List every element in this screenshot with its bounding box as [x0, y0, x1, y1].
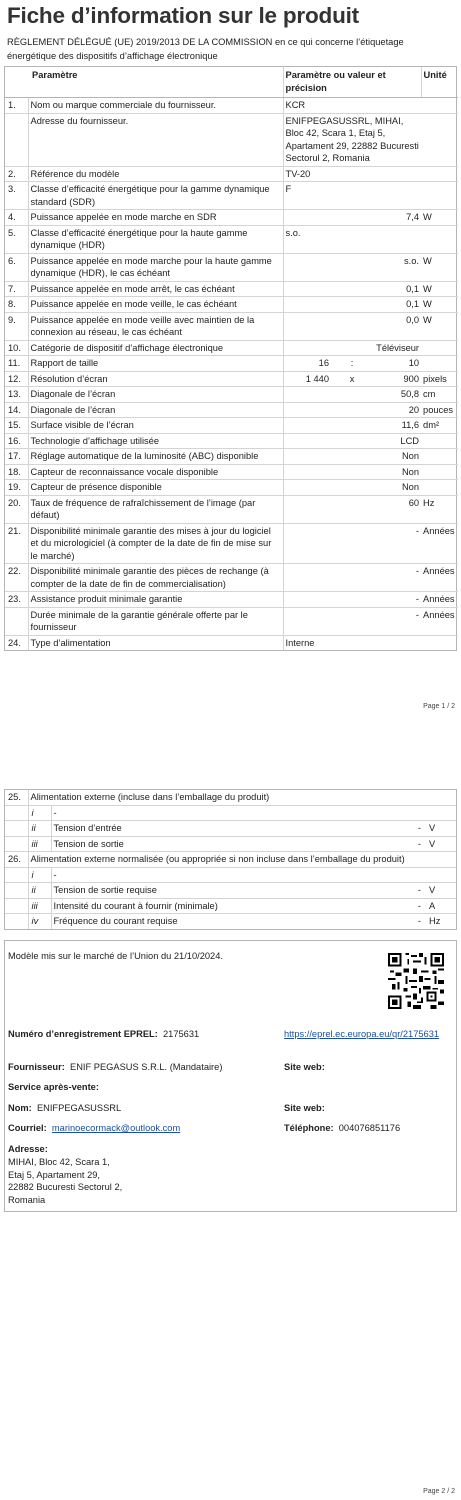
- address-block: [8, 1156, 122, 1206]
- row-unit: [421, 635, 458, 650]
- row-label: Diagonale de l’écran: [28, 387, 283, 403]
- row-value: F: [283, 182, 421, 210]
- row-unit: [421, 449, 458, 465]
- row-value: 7,4: [283, 210, 421, 226]
- table-row: [5, 312, 458, 340]
- row-value: -: [283, 607, 421, 635]
- table-row: [5, 356, 458, 372]
- row-unit: pouces: [421, 402, 458, 418]
- service-label: Service après-vente:: [8, 1082, 99, 1092]
- row-unit: V: [423, 883, 456, 899]
- row-separator: :: [331, 356, 373, 372]
- row-unit: Années: [421, 523, 458, 564]
- table-row: [5, 883, 456, 899]
- row-unit: W: [421, 281, 458, 297]
- row-unit: dm²: [421, 418, 458, 434]
- supplier-label: Fournisseur:: [8, 1062, 65, 1072]
- row-number: [5, 883, 28, 899]
- table-row: [5, 253, 458, 281]
- table-row: [5, 867, 456, 883]
- website-label-2: Site web:: [284, 1103, 325, 1113]
- row-label: Intensité du courant à fournir (minimale): [51, 898, 401, 914]
- row-number: 1.: [5, 98, 28, 114]
- row-number: 12.: [5, 371, 28, 387]
- eprel-link[interactable]: https://eprel.ec.europa.eu/qr/2175631: [284, 1029, 440, 1039]
- row-number: 16.: [5, 433, 28, 449]
- row-subindex: iii: [28, 898, 51, 914]
- address-line: Etaj 5, Apartament 29,: [8, 1169, 100, 1180]
- table-row: [5, 225, 458, 253]
- table-row: [5, 433, 458, 449]
- row-number: [5, 867, 28, 883]
- row-number: 20.: [5, 495, 28, 523]
- eprel-label: Numéro d’enregistrement EPREL:: [8, 1029, 158, 1039]
- row-unit: [421, 356, 458, 372]
- row-label: Alimentation externe (incluse dans l’emballage du produit): [28, 790, 456, 805]
- row-value: 11,6: [283, 418, 421, 434]
- phone-value: 004076851176: [338, 1123, 401, 1133]
- row-label: Résolution d’écran: [28, 371, 283, 387]
- row-value: 20: [283, 402, 421, 418]
- row-number: [5, 805, 28, 821]
- row-number: [5, 914, 28, 929]
- table-row: [5, 281, 458, 297]
- row-value: Interne: [283, 635, 421, 650]
- address-line: 22882 Bucuresti Sectorul 2,: [8, 1182, 123, 1192]
- row-number: 17.: [5, 449, 28, 465]
- table-row: [5, 523, 458, 564]
- row-value: 0,0: [283, 312, 421, 340]
- row-number: 9.: [5, 312, 28, 340]
- row-number: 24.: [5, 635, 28, 650]
- row-value: 1 440: [283, 371, 331, 387]
- row-number: 2.: [5, 166, 28, 182]
- page-number-2: Page 2 / 2: [423, 1488, 455, 1495]
- row-label: Disponibilité minimale garantie des pièces de rechange (à compter de la date de fin de commercialisation): [28, 564, 283, 592]
- table-row: [5, 592, 458, 608]
- header-param: Paramètre: [5, 67, 283, 98]
- row-label: Tension de sortie: [51, 836, 401, 852]
- row-number: 15.: [5, 418, 28, 434]
- table-row: [5, 418, 458, 434]
- table-row: [5, 852, 456, 868]
- row-value: -: [283, 592, 421, 608]
- row-label: Puissance appelée en mode veille, le cas échéant: [28, 297, 283, 313]
- row-label: Tension d’entrée: [51, 821, 401, 837]
- table-row: [5, 340, 458, 356]
- row-label: Référence du modèle: [28, 166, 283, 182]
- row-unit: Hz: [429, 916, 441, 926]
- row-number: 21.: [5, 523, 28, 564]
- email-link[interactable]: marinoecormack@outlook.com: [51, 1123, 181, 1133]
- row-value: -: [401, 821, 423, 837]
- row-value: ENIFPEGASUSSRL, MIHAI, Bloc 42, Scara 1, Etaj 5, Apartament 29, 22882 Bucuresti Sectorul 2, Romania: [283, 113, 421, 166]
- eprel-value: 2175631: [162, 1029, 200, 1039]
- row-number: [5, 836, 28, 852]
- row-label: Diagonale de l’écran: [28, 402, 283, 418]
- row-value: -: [401, 883, 423, 899]
- row-value-2: 10: [373, 356, 421, 372]
- address-label: Adresse:: [8, 1144, 48, 1154]
- row-subindex: iv: [28, 914, 51, 929]
- address-line: Romania: [8, 1194, 46, 1205]
- table-row: [5, 182, 458, 210]
- row-number: 18.: [5, 464, 28, 480]
- row-label: Rapport de taille: [28, 356, 283, 372]
- product-table: [4, 66, 457, 651]
- row-unit: [421, 225, 458, 253]
- row-value-2: 900: [373, 371, 421, 387]
- supplier-value: ENIF PEGASUS S.R.L. (Mandataire): [70, 1062, 223, 1072]
- row-unit: Années: [421, 592, 458, 608]
- row-unit: cm: [421, 387, 458, 403]
- row-label: -: [51, 805, 401, 821]
- row-unit: [421, 480, 458, 496]
- row-label: Puissance appelée en mode arrêt, le cas échéant: [28, 281, 283, 297]
- row-label: Catégorie de dispositif d’affichage électronique: [28, 340, 283, 356]
- row-unit: [421, 182, 458, 210]
- page-title: Fiche d’information sur le produit: [7, 3, 359, 28]
- row-unit: [421, 166, 458, 182]
- row-number: [5, 821, 28, 837]
- name-value: ENIFPEGASUSSRL: [36, 1103, 122, 1113]
- row-number: 25.: [5, 790, 28, 805]
- page-number-1: Page 1 / 2: [423, 703, 455, 710]
- row-label: Fréquence du courant requise: [53, 916, 178, 926]
- row-label: Taux de fréquence de rafraîchissement de l’image (par défaut): [28, 495, 283, 523]
- row-unit: [421, 340, 458, 356]
- table-row: [5, 805, 456, 821]
- row-value: TV-20: [283, 166, 421, 182]
- table-row: [5, 564, 458, 592]
- row-label: Puissance appelée en mode veille avec maintien de la connexion au réseau, le cas échéant: [28, 312, 283, 340]
- header-unit: Unité: [421, 67, 458, 98]
- row-number: 6.: [5, 253, 28, 281]
- row-number: 5.: [5, 225, 28, 253]
- row-value: -: [401, 898, 423, 914]
- table-row: [5, 297, 458, 313]
- table-row: [5, 98, 458, 114]
- row-value: Non: [283, 464, 421, 480]
- row-label: Technologie d’affichage utilisée: [28, 433, 283, 449]
- table-row: [5, 790, 456, 805]
- row-subindex: ii: [28, 883, 51, 899]
- table-header: [5, 67, 458, 98]
- row-unit: pixels: [421, 371, 458, 387]
- row-label: Assistance produit minimale garantie: [28, 592, 283, 608]
- row-value: -: [417, 916, 421, 926]
- power-supply-table: [4, 789, 457, 930]
- row-label: Tension de sortie requise: [51, 883, 401, 899]
- row-value: s.o.: [283, 225, 421, 253]
- row-value: s.o.: [283, 253, 421, 281]
- row-number: 11.: [5, 356, 28, 372]
- row-unit: [423, 867, 456, 883]
- row-value: Téléviseur: [283, 340, 421, 356]
- row-unit: [421, 98, 458, 114]
- row-label: Puissance appelée en mode marche pour la haute gamme dynamique (HDR), le cas échéant: [28, 253, 283, 281]
- table-row: [5, 210, 458, 226]
- table-row: [5, 898, 456, 914]
- table-row: [5, 113, 458, 166]
- row-value: -: [283, 564, 421, 592]
- row-value: KCR: [283, 98, 421, 114]
- row-separator: x: [331, 371, 373, 387]
- row-number: 14.: [5, 402, 28, 418]
- row-unit: Hz: [421, 495, 458, 523]
- row-unit: [421, 433, 458, 449]
- row-value: 0,1: [283, 281, 421, 297]
- row-subindex: i: [28, 805, 51, 821]
- email-label: Courriel:: [8, 1123, 47, 1133]
- row-unit: W: [421, 253, 458, 281]
- row-subindex: ii: [28, 821, 51, 837]
- table-row: [5, 821, 456, 837]
- row-unit: W: [421, 210, 458, 226]
- row-number: 3.: [5, 182, 28, 210]
- row-unit: [421, 113, 458, 166]
- phone-label: Téléphone:: [284, 1123, 334, 1133]
- row-unit: W: [421, 297, 458, 313]
- row-number: [5, 113, 28, 166]
- website-label: Site web:: [284, 1062, 325, 1072]
- regulation-intro: RÈGLEMENT DÉLÉGUÉ (UE) 2019/2013 DE LA COMMISSION en ce qui concerne l’étiquetage énergétique des dispositifs d’affichage électronique: [7, 37, 404, 61]
- header-value: Paramètre ou valeur et précision: [283, 67, 421, 98]
- row-label: Surface visible de l’écran: [28, 418, 283, 434]
- row-unit: A: [423, 898, 456, 914]
- row-label: Durée minimale de la garantie générale offerte par le fournisseur: [28, 607, 283, 635]
- row-value: -: [401, 836, 423, 852]
- row-number: 10.: [5, 340, 28, 356]
- row-label: Classe d’efficacité énergétique pour la haute gamme dynamique (HDR): [28, 225, 283, 253]
- row-label: Type d’alimentation: [30, 637, 111, 648]
- row-label: Classe d’efficacité énergétique pour la gamme dynamique standard (SDR): [28, 182, 283, 210]
- table-row: [5, 635, 458, 650]
- table-row: [5, 914, 456, 929]
- row-subindex: iii: [28, 836, 51, 852]
- row-unit: V: [423, 836, 456, 852]
- row-label: -: [51, 867, 401, 883]
- row-label: Capteur de présence disponible: [28, 480, 283, 496]
- market-date: Modèle mis sur le marché de l’Union du 21/10/2024.: [8, 951, 223, 961]
- row-unit: Années: [421, 607, 458, 635]
- row-number: 26.: [5, 852, 28, 868]
- row-label: Nom ou marque commerciale du fournisseur.: [28, 98, 283, 114]
- row-unit: V: [423, 821, 456, 837]
- table-row: [5, 836, 456, 852]
- table-row: [5, 166, 458, 182]
- row-number: 23.: [5, 592, 28, 608]
- row-number: 4.: [5, 210, 28, 226]
- row-number: 8.: [5, 297, 28, 313]
- row-label: Adresse du fournisseur.: [28, 113, 283, 166]
- qr-code-icon[interactable]: [388, 953, 444, 1009]
- row-label: Réglage automatique de la luminosité (ABC) disponible: [28, 449, 283, 465]
- row-value: [401, 867, 423, 883]
- row-label: Alimentation externe normalisée (ou appropriée si non incluse dans l’emballage du produit): [28, 852, 456, 868]
- name-label: Nom:: [8, 1103, 32, 1113]
- table-row: [5, 464, 458, 480]
- row-value: Non: [283, 480, 421, 496]
- row-number: [5, 898, 28, 914]
- row-value: 16: [283, 356, 331, 372]
- row-number: [5, 607, 28, 635]
- table-row: [5, 402, 458, 418]
- table-row: [5, 480, 458, 496]
- table-row: [5, 371, 458, 387]
- registration-section: [4, 940, 457, 1212]
- row-value: [401, 805, 423, 821]
- row-value: 0,1: [283, 297, 421, 313]
- table-row: [5, 607, 458, 635]
- row-number: 7.: [5, 281, 28, 297]
- row-unit: [421, 464, 458, 480]
- row-label: Puissance appelée en mode marche en SDR: [28, 210, 283, 226]
- row-unit: [423, 805, 456, 821]
- row-unit: W: [421, 312, 458, 340]
- row-number: 22.: [5, 564, 28, 592]
- row-value: LCD: [283, 433, 421, 449]
- row-label: Disponibilité minimale garantie des mises à jour du logiciel et du micrologiciel (à compter de la date de fin de mise sur le marché): [28, 523, 283, 564]
- row-value: 50,8: [283, 387, 421, 403]
- row-number: 13.: [5, 387, 28, 403]
- row-value: -: [283, 523, 421, 564]
- row-unit: Années: [421, 564, 458, 592]
- table-row: [5, 449, 458, 465]
- row-subindex: i: [28, 867, 51, 883]
- table-row: [5, 387, 458, 403]
- address-line: MIHAI, Bloc 42, Scara 1,: [8, 1157, 110, 1167]
- row-label: Capteur de reconnaissance vocale disponible: [28, 464, 283, 480]
- row-value: 60: [283, 495, 421, 523]
- table-row: [5, 495, 458, 523]
- row-number: 19.: [5, 480, 28, 496]
- row-value: Non: [283, 449, 421, 465]
